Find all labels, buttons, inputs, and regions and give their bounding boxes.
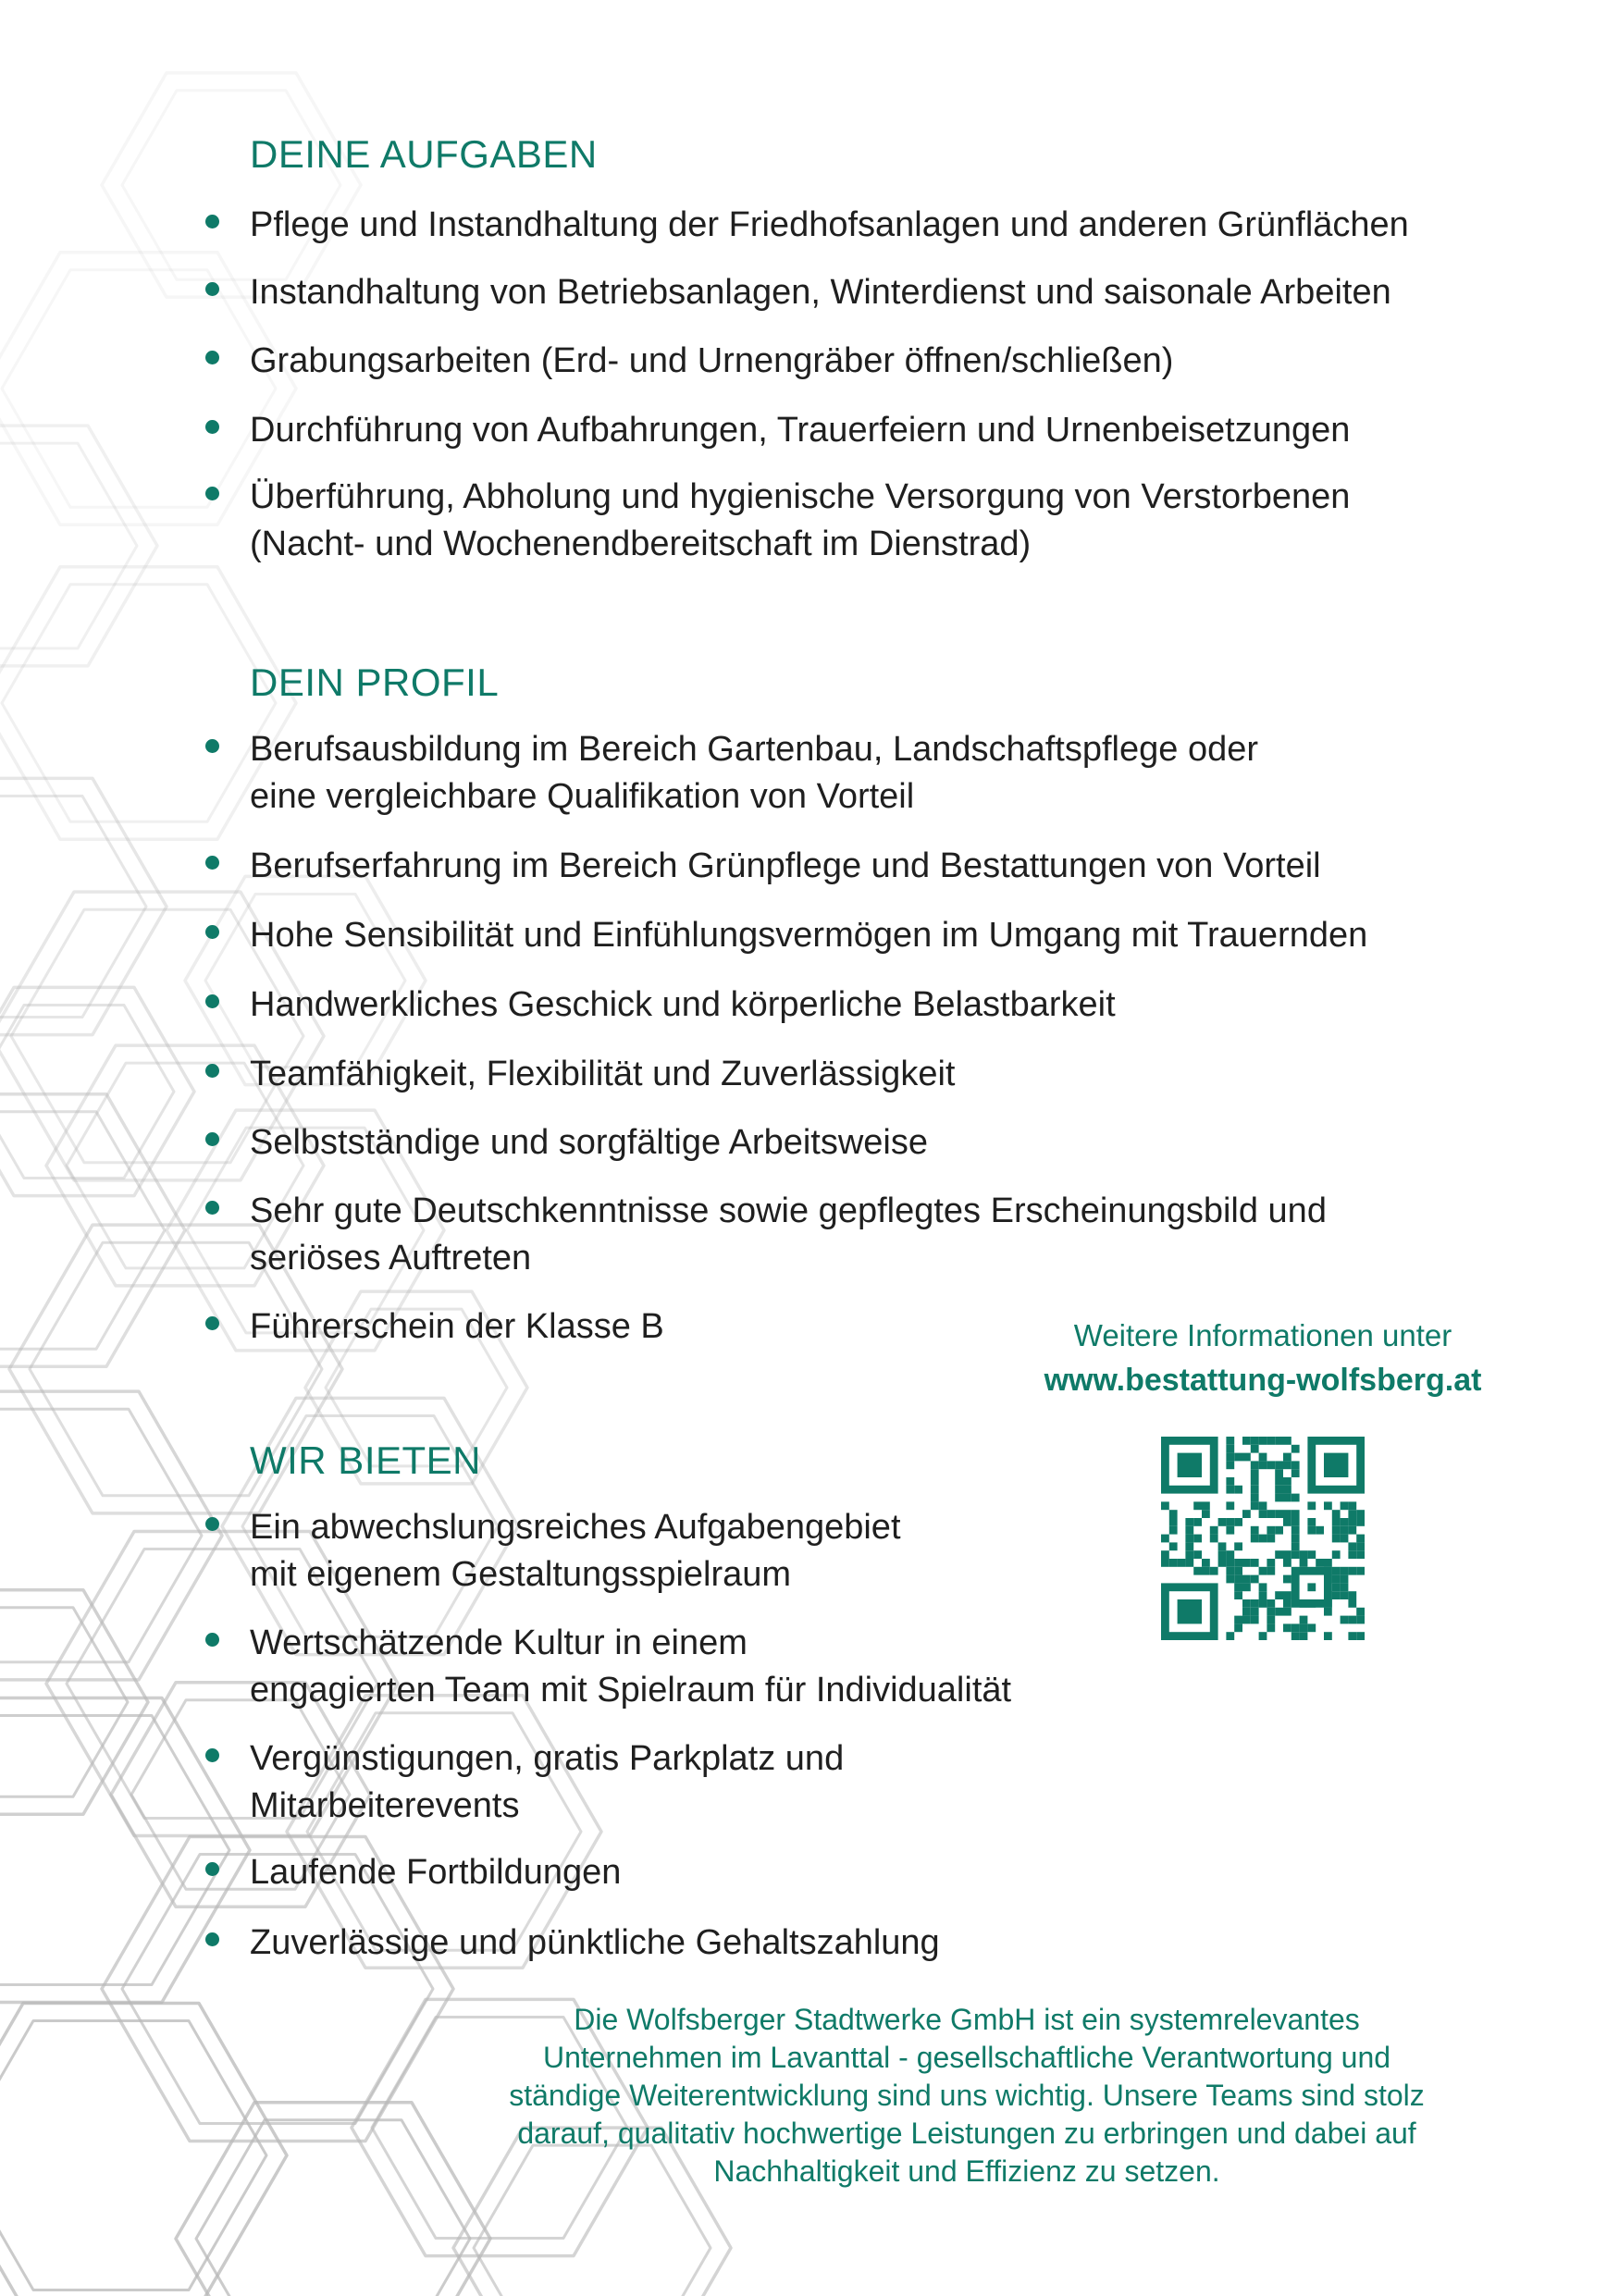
heading-wir-bieten: WIR BIETEN: [250, 1438, 482, 1482]
list-item: Pflege und Instandhaltung der Friedhofsanlagen und anderen Grünflächen: [250, 202, 1526, 249]
list-item: Selbstständige und sorgfältige Arbeitsweise: [250, 1119, 1526, 1167]
bullet-icon: [205, 1316, 219, 1330]
list-item: Laufende Fortbildungen: [250, 1849, 1526, 1896]
website-link[interactable]: www.bestattung-wolfsberg.at: [1044, 1363, 1482, 1398]
bullet-icon: [205, 215, 219, 228]
bullet-icon: [205, 282, 219, 296]
list-item: Berufserfahrung im Bereich Grünpflege und Bestattungen von Vorteil: [250, 843, 1526, 890]
list-item: Durchführung von Aufbahrungen, Trauerfeiern und Urnenbeisetzungen: [250, 407, 1526, 454]
list-item: Teamfähigkeit, Flexibilität und Zuverlässigkeit: [250, 1051, 1526, 1098]
bullet-icon: [205, 1517, 219, 1531]
hexagon-outline: [0, 1094, 185, 1366]
heading-deine-aufgaben: DEINE AUFGABEN: [250, 132, 598, 176]
hexagon-outline: [0, 2004, 287, 2296]
company-statement: Die Wolfsberger Stadtwerke GmbH ist ein systemrelevantes Unternehmen im Lavanttal - gesellschaftliche Verantwortung und ständige Weiterentwicklung sind uns wichtig. Unsere Teams sind stolz darauf, qualitativ hochwertige Leistungen zu erbringen und dabei auf Nachhaltigkeit und Effizienz zu setzen.: [509, 2003, 1425, 2188]
more-info-block: [999, 1318, 1526, 1399]
list-item: Wertschätzende Kultur in einem engagierten Team mit Spielraum für Individualität: [250, 1620, 1526, 1714]
hexagon-outline: [0, 1006, 174, 1179]
list-item: Hohe Sensibilität und Einfühlungsvermögen im Umgang mit Trauernden: [250, 912, 1526, 959]
bullet-icon: [205, 925, 219, 939]
bullet-icon: [205, 1748, 219, 1762]
bullet-icon: [205, 1932, 219, 1946]
hexagon-outline: [2, 270, 276, 507]
bullet-icon: [205, 1862, 219, 1876]
hexagon-outline: [0, 778, 167, 1034]
bullet-icon: [205, 351, 219, 364]
list-item: Berufsausbildung im Bereich Gartenbau, Landschaftspflege oder eine vergleichbare Qualifikation von Vorteil: [250, 726, 1526, 821]
heading-dein-profil: DEIN PROFIL: [250, 660, 500, 704]
list-item: Zuverlässige und pünktliche Gehaltszahlung: [250, 1920, 1526, 1967]
list-item: Ein abwechslungsreiches Aufgabengebiet mit eigenem Gestaltungsspielraum: [250, 1504, 1526, 1599]
bullet-icon: [205, 856, 219, 870]
hexagon-outline: [0, 2021, 266, 2290]
bullet-icon: [205, 487, 219, 500]
list-item: Grabungsarbeiten (Erd- und Urnengräber öffnen/schließen): [250, 338, 1526, 385]
hexagon-outline: [0, 987, 194, 1195]
list-item: Vergünstigungen, gratis Parkplatz und Mitarbeiterevents: [250, 1735, 1526, 1830]
hexagon-outline: [2, 585, 276, 821]
more-info-label: Weitere Informationen unter: [1073, 1318, 1452, 1352]
list-item: Überführung, Abholung und hygienische Versorgung von Verstorbenen (Nacht- und Wochenendbereitschaft im Dienstrad): [250, 474, 1526, 568]
bullet-icon: [205, 420, 219, 434]
bullet-icon: [205, 1064, 219, 1078]
hexagon-outline: [0, 1590, 148, 1814]
list-item: Sehr gute Deutschkenntnisse sowie gepflegtes Erscheinungsbild und seriöses Auftreten: [250, 1188, 1526, 1282]
qr-code-icon[interactable]: [1161, 1437, 1365, 1640]
hexagon-outline: [102, 73, 361, 297]
bullet-icon: [205, 739, 219, 753]
bullet-icon: [205, 994, 219, 1008]
bullet-icon: [205, 1201, 219, 1215]
list-item: Handwerkliches Geschick und körperliche Belastbarkeit: [250, 981, 1526, 1029]
bullet-icon: [205, 1633, 219, 1647]
bullet-icon: [205, 1132, 219, 1146]
list-item: Führerschein der Klasse B: [250, 1303, 1526, 1351]
list-item: Instandhaltung von Betriebsanlagen, Winterdienst und saisonale Arbeiten: [250, 269, 1526, 316]
